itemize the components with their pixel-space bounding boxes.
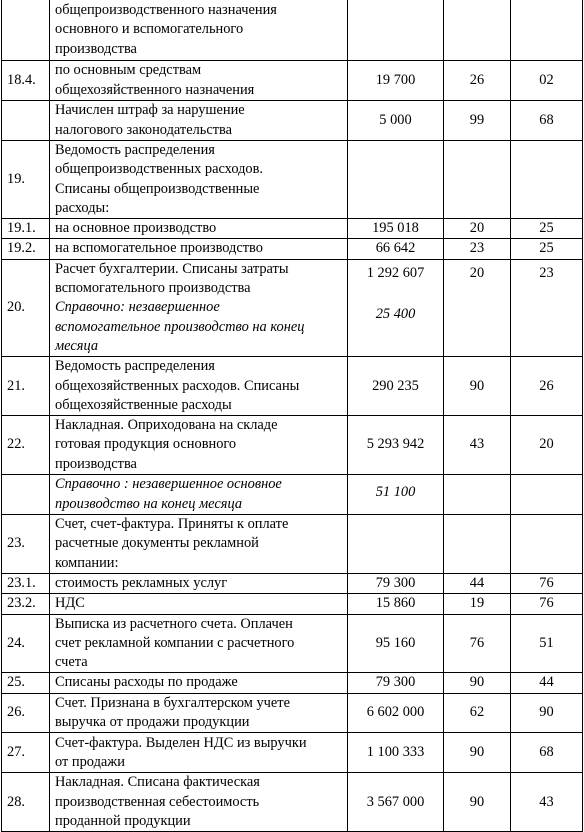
entry-number: 21. <box>2 357 50 416</box>
entry-description <box>50 141 348 219</box>
description-line: общехозяйственного назначения <box>55 81 255 98</box>
debit-account: 20 <box>444 219 511 239</box>
debit-account: 43 <box>444 416 511 475</box>
description-line: расчетные документы рекламной <box>55 535 259 552</box>
entry-number: 19. <box>2 141 50 219</box>
debit-account <box>444 475 511 515</box>
entry-amount: 290 235 <box>348 357 444 416</box>
amount-value: 1 292 607 <box>366 264 425 281</box>
description-line: компании: <box>55 554 119 571</box>
reference-amount: 51 100 <box>375 483 416 500</box>
table-row <box>2 0 583 61</box>
entry-description <box>50 573 348 593</box>
table-row <box>2 614 583 673</box>
description-line: на основное производство <box>55 220 217 237</box>
description-line: Счет-фактура. Выделен НДС из выручки <box>55 734 307 751</box>
entry-amount: 79 300 <box>348 673 444 693</box>
debit-account: 90 <box>444 673 511 693</box>
entry-description <box>50 515 348 574</box>
entry-amount: 95 160 <box>348 614 444 673</box>
entry-amount: 66 642 <box>348 239 444 259</box>
description-line: выручка от продажи продукции <box>55 714 250 731</box>
description-line: счет рекламной компании с расчетного <box>55 634 295 651</box>
entry-number: 19.1. <box>2 219 50 239</box>
reference-note-line: вспомогательное производство на конец <box>55 318 305 335</box>
entry-description <box>50 614 348 673</box>
description-line: Списаны расходы по продаже <box>55 674 238 691</box>
table-row <box>2 673 583 693</box>
description-line: вспомогательного производства <box>55 280 251 297</box>
reference-note-line: производство на конец месяца <box>55 495 243 512</box>
credit-account: 51 <box>511 614 583 673</box>
entry-description <box>50 733 348 773</box>
entry-description <box>50 773 348 832</box>
reference-note-line: месяца <box>55 337 99 354</box>
entry-number: 26. <box>2 693 50 733</box>
description-line: по основным средствам <box>55 62 202 79</box>
credit-account: 43 <box>511 773 583 832</box>
entry-amount <box>348 475 444 515</box>
table-row <box>2 141 583 219</box>
accounting-entries-table <box>1 0 583 832</box>
entry-description <box>50 259 348 356</box>
description-line: Выписка из расчетного счета. Оплачен <box>55 615 293 632</box>
entry-number: 25. <box>2 673 50 693</box>
entry-number: 22. <box>2 416 50 475</box>
credit-account: 25 <box>511 219 583 239</box>
description-line: налогового законодательства <box>55 121 232 138</box>
description-line: Начислен штраф за нарушение <box>55 102 245 119</box>
description-line: основного и вспомогательного <box>55 21 244 38</box>
table-row <box>2 61 583 101</box>
reference-amount: 25 400 <box>375 306 416 323</box>
description-line: производства <box>55 40 137 57</box>
credit-account: 68 <box>511 101 583 141</box>
description-line: НДС <box>55 595 85 612</box>
entry-number: 27. <box>2 733 50 773</box>
entry-amount: 6 602 000 <box>348 693 444 733</box>
debit-account <box>444 515 511 574</box>
entry-description <box>50 219 348 239</box>
description-line: Ведомость распределения <box>55 142 215 158</box>
credit-account: 90 <box>511 693 583 733</box>
entry-amount: 15 860 <box>348 594 444 614</box>
table-row <box>2 416 583 475</box>
credit-account <box>511 0 583 61</box>
table-row <box>2 733 583 773</box>
description-line: общепроизводственного назначения <box>55 2 277 19</box>
entry-number: 23.2. <box>2 594 50 614</box>
entry-amount <box>348 141 444 219</box>
debit-account: 99 <box>444 101 511 141</box>
entry-amount <box>348 0 444 61</box>
credit-account <box>511 141 583 219</box>
debit-account <box>444 0 511 61</box>
entry-description <box>50 594 348 614</box>
description-line: готовая продукция основного <box>55 436 237 453</box>
entry-number: 23. <box>2 515 50 574</box>
debit-account: 90 <box>444 733 511 773</box>
entry-description <box>50 61 348 101</box>
entry-description <box>50 693 348 733</box>
entry-amount: 79 300 <box>348 573 444 593</box>
table-row <box>2 357 583 416</box>
description-line: расходы: <box>55 199 110 216</box>
entry-number: 28. <box>2 773 50 832</box>
description-line: общехозяйственные расходы <box>55 396 232 413</box>
table-row <box>2 219 583 239</box>
description-line: Счет, счет-фактура. Приняты к оплате <box>55 516 289 533</box>
description-line: на вспомогательное производство <box>55 240 263 257</box>
description-line: производства <box>55 455 137 472</box>
table-row <box>2 259 583 356</box>
entry-amount: 1 100 333 <box>348 733 444 773</box>
credit-account: 23 <box>511 259 583 356</box>
description-line: Накладная. Оприходована на складе <box>55 417 278 434</box>
table-row <box>2 594 583 614</box>
entry-amount: 19 700 <box>348 61 444 101</box>
credit-account: 02 <box>511 61 583 101</box>
table-row <box>2 101 583 141</box>
description-line: стоимость рекламных услуг <box>55 574 228 591</box>
entry-number <box>2 0 50 61</box>
entry-description <box>50 357 348 416</box>
table-row <box>2 773 583 832</box>
entry-number <box>2 101 50 141</box>
description-line: Расчет бухгалтерии. Списаны затраты <box>55 260 289 277</box>
credit-account: 68 <box>511 733 583 773</box>
description-line: общехозяйственных расходов. Списаны <box>55 377 300 394</box>
table-row <box>2 515 583 574</box>
entry-description <box>50 416 348 475</box>
description-line: проданной продукции <box>55 812 191 829</box>
debit-account: 23 <box>444 239 511 259</box>
description-line: общепроизводственных расходов. <box>55 161 264 178</box>
debit-account: 62 <box>444 693 511 733</box>
credit-account: 76 <box>511 594 583 614</box>
reference-note-line: Справочно: незавершенное <box>55 299 220 316</box>
entry-number: 23.1. <box>2 573 50 593</box>
entry-amount: 195 018 <box>348 219 444 239</box>
table-row <box>2 693 583 733</box>
entry-number: 18.4. <box>2 61 50 101</box>
description-line: Накладная. Списана фактическая <box>55 774 260 791</box>
debit-account: 90 <box>444 357 511 416</box>
credit-account: 26 <box>511 357 583 416</box>
description-line: Счет. Признана в бухгалтерском учете <box>55 694 290 711</box>
entry-number <box>2 475 50 515</box>
entry-description <box>50 673 348 693</box>
entry-number: 20. <box>2 259 50 356</box>
description-line: счета <box>55 654 88 671</box>
entry-amount <box>348 515 444 574</box>
entry-number: 19.2. <box>2 239 50 259</box>
debit-account: 19 <box>444 594 511 614</box>
debit-account: 44 <box>444 573 511 593</box>
entry-amount: 5 000 <box>348 101 444 141</box>
table-row <box>2 573 583 593</box>
debit-account: 26 <box>444 61 511 101</box>
debit-account <box>444 141 511 219</box>
description-line: Списаны общепроизводственные <box>55 180 260 197</box>
debit-account: 90 <box>444 773 511 832</box>
entry-amount <box>348 259 444 356</box>
entry-description <box>50 475 348 515</box>
entry-description <box>50 239 348 259</box>
debit-account: 76 <box>444 614 511 673</box>
entry-amount: 3 567 000 <box>348 773 444 832</box>
entry-description <box>50 101 348 141</box>
entry-number: 24. <box>2 614 50 673</box>
credit-account: 20 <box>511 416 583 475</box>
description-line: Ведомость распределения <box>55 358 215 375</box>
credit-account <box>511 475 583 515</box>
description-line: производственная себестоимость <box>55 793 260 810</box>
reference-note-line: Справочно : незавершенное основное <box>55 476 282 493</box>
debit-account: 20 <box>444 259 511 356</box>
entry-description <box>50 0 348 61</box>
entry-amount: 5 293 942 <box>348 416 444 475</box>
table-row <box>2 239 583 259</box>
table-row <box>2 475 583 515</box>
credit-account: 76 <box>511 573 583 593</box>
credit-account: 25 <box>511 239 583 259</box>
description-line: от продажи <box>55 753 125 770</box>
credit-account: 44 <box>511 673 583 693</box>
credit-account <box>511 515 583 574</box>
